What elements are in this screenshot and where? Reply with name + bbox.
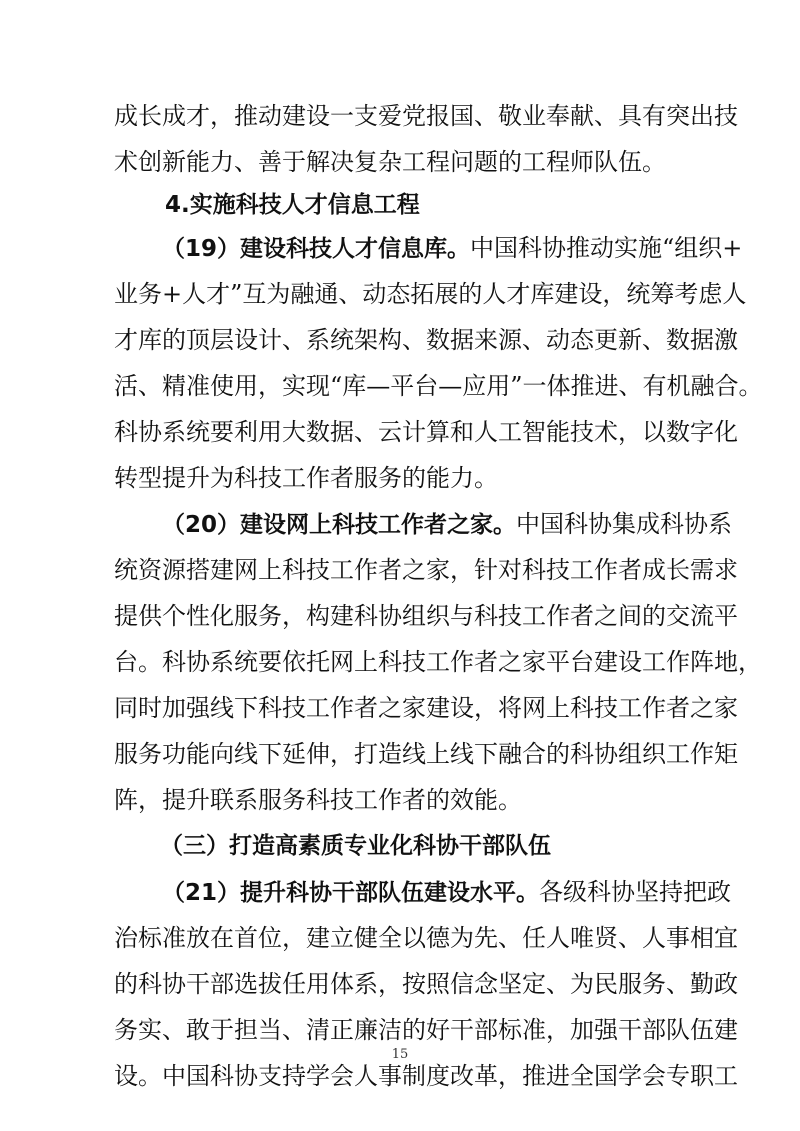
- body-line-2: 术创新能力、善于解决复杂工程问题的工程师队伍。: [114, 148, 666, 176]
- paragraph-19-line-4: 活、精准使用，实现“库—平台—应用”一体推进、有机融合。: [114, 372, 763, 400]
- paragraph-19-line-5: 科协系统要利用大数据、云计算和人工智能技术，以数字化: [114, 418, 738, 446]
- section-heading-4: 4.实施科技人才信息工程: [165, 192, 420, 218]
- paragraph-21-line-3: 的科协干部选拔任用体系，按照信念坚定、为民服务、勤政: [114, 970, 738, 998]
- paragraph-19-line-2: 业务+人才”互为融通、动态拓展的人才库建设，统筹考虑人: [114, 280, 747, 308]
- paragraph-19-title: （19）建设科技人才信息库。: [162, 236, 471, 262]
- paragraph-20-line-3: 提供个性化服务，构建科协组织与科技工作者之间的交流平: [114, 602, 738, 630]
- paragraph-20-line-5: 同时加强线下科技工作者之家建设，将网上科技工作者之家: [114, 694, 738, 722]
- paragraph-20-line-6: 服务功能向线下延伸，打造线上线下融合的科协组织工作矩: [114, 740, 738, 768]
- body-line-1: 成长成才，推动建设一支爱党报国、敬业奉献、具有突出技: [114, 102, 738, 130]
- paragraph-19-line-6: 转型提升为科技工作者服务的能力。: [114, 464, 498, 492]
- paragraph-20-line-2: 统资源搭建网上科技工作者之家，针对科技工作者成长需求: [114, 556, 738, 584]
- paragraph-19-line-1: （19）建设科技人才信息库。中国科协推动实施“组织+: [162, 234, 743, 262]
- paragraph-21-title: （21）提升科协干部队伍建设水平。: [162, 880, 540, 906]
- paragraph-21-line-5: 设。中国科协支持学会人事制度改革，推进全国学会专职工: [114, 1062, 738, 1090]
- page-number: 15: [391, 1047, 409, 1062]
- paragraph-19-line-3: 才库的顶层设计、系统架构、数据来源、动态更新、数据激: [114, 326, 738, 354]
- paragraph-21-line-2: 治标准放在首位，建立健全以德为先、任人唯贤、人事相宜: [114, 924, 738, 952]
- paragraph-20-line-4: 台。科协系统要依托网上科技工作者之家平台建设工作阵地，: [114, 648, 762, 676]
- paragraph-21-line-4: 务实、敢于担当、清正廉洁的好干部标准，加强干部队伍建: [114, 1016, 738, 1044]
- paragraph-20-line-1: （20）建设网上科技工作者之家。中国科协集成科协系: [162, 510, 733, 538]
- paragraph-20-title: （20）建设网上科技工作者之家。: [162, 512, 517, 538]
- paragraph-21-line-1: （21）提升科协干部队伍建设水平。各级科协坚持把政: [162, 878, 732, 906]
- paragraph-20-line-7: 阵，提升联系服务科技工作者的效能。: [114, 786, 522, 814]
- section-heading-3: （三）打造高素质专业化科协干部队伍: [160, 833, 551, 859]
